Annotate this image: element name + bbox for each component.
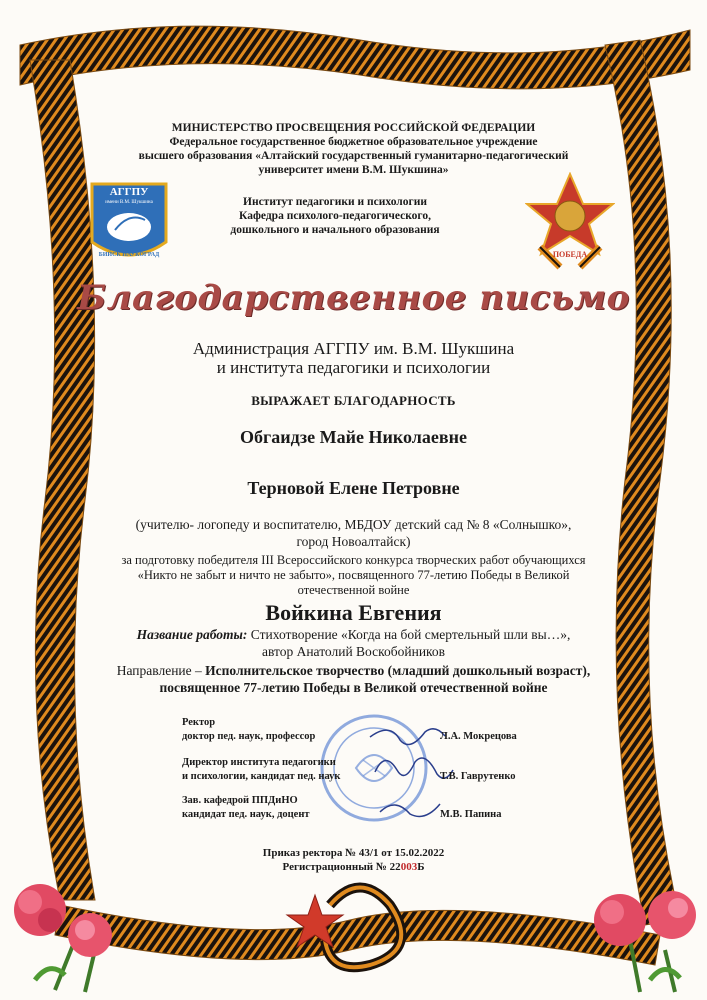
work-colon: : xyxy=(242,627,248,642)
work-label: Название работы xyxy=(136,627,243,642)
recipient-name: Обгаидзе Майе Николаевне xyxy=(240,427,467,447)
carnation-right-icon xyxy=(580,880,705,995)
letter-title: Благодарственное письмо xyxy=(77,278,630,318)
logo-subtext: имени В.М. Шукшина xyxy=(105,200,153,205)
institute-line3: дошкольного и начального образования xyxy=(230,224,440,236)
institution-line: Федеральное государственное бюджетное образовательное учреждение xyxy=(169,136,538,148)
direction-value: Исполнительское творчество (младший дошкольный возраст), xyxy=(205,663,591,678)
registration-line xyxy=(0,860,707,874)
signer-degree: доктор пед. наук, профессор xyxy=(182,731,316,742)
direction-label: Направление – xyxy=(116,663,206,678)
university-logo xyxy=(90,182,168,268)
registration-number: 003 xyxy=(400,861,418,873)
order-line: Приказ ректора № 43/1 от 15.02.2022 xyxy=(262,847,445,859)
position-line1: (учителю- логопеду и воспитателю, МБДОУ детский сад № 8 «Солнышко», xyxy=(135,517,572,532)
work-author: автор Анатолий Воскобойников xyxy=(261,644,446,659)
signer-title: Ректор xyxy=(182,717,216,728)
winner-name: Войкина Евгения xyxy=(265,600,442,625)
logo-bottom-text: БИЙСК НАУКОГРАД xyxy=(98,252,160,258)
education-line: высшего образования «Алтайский государственный гуманитарно-педагогический xyxy=(138,150,569,162)
work-title-line xyxy=(0,627,707,643)
victory-order-emblem xyxy=(525,172,615,272)
admin-line2: и института педагогики и психологии xyxy=(216,358,491,377)
signer-degree: кандидат пед. наук, доцент xyxy=(182,809,310,820)
logo-text: АГГПУ xyxy=(109,186,149,198)
carnation-left-icon xyxy=(5,880,125,995)
registration-suffix: Б xyxy=(417,861,425,873)
position-line2: город Новоалтайск) xyxy=(296,534,411,549)
direction-line2: посвященное 77-летию Победы в Великой отечественной войне xyxy=(159,680,548,695)
reason-line2: «Никто не забыт и ничто не забыто», посвященного 77-летию Победы в Великой xyxy=(137,568,570,582)
signer-name: Л.А. Мокрецова xyxy=(440,731,517,742)
reason-line3: отечественной войне xyxy=(297,583,410,597)
signer-degree: и психологии, кандидат пед. наук xyxy=(182,771,341,782)
signer-name: Т.В. Гаврутенко xyxy=(440,771,516,782)
ministry-line: МИНИСТЕРСТВО ПРОСВЕЩЕНИЯ РОССИЙСКОЙ ФЕДЕРАЦИИ xyxy=(171,122,536,134)
university-line: университет имени В.М. Шукшина» xyxy=(258,164,449,176)
work-value: Стихотворение «Когда на бой смертельный шли вы…», xyxy=(247,627,571,642)
direction-line1 xyxy=(0,663,707,679)
signer-name: М.В. Папина xyxy=(440,809,502,820)
recipient-name: Терновой Елене Петровне xyxy=(247,478,460,498)
institute-line2: Кафедра психолого-педагогического, xyxy=(239,210,431,222)
thanks-heading: ВЫРАЖАЕТ БЛАГОДАРНОСТЬ xyxy=(251,393,456,408)
signer-title: Зав. кафедрой ППДиНО xyxy=(182,795,298,806)
signer-title: Директор института педагогики xyxy=(182,757,336,768)
reason-line1: за подготовку победителя III Всероссийского конкурса творческих работ обучающихся xyxy=(121,553,586,567)
emblem-text: ПОБЕДА xyxy=(552,250,588,259)
institute-line1: Институт педагогики и психологии xyxy=(243,196,427,208)
admin-line1: Администрация АГГПУ им. В.М. Шукшина xyxy=(192,339,515,358)
registration-prefix: Регистрационный № 22 xyxy=(282,861,401,873)
